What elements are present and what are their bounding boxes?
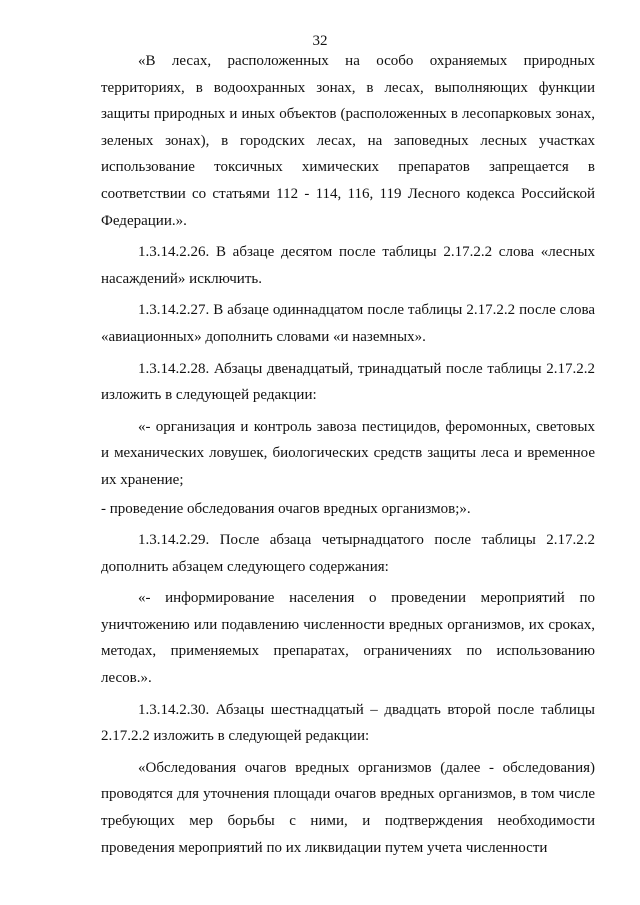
paragraph-item-29: 1.3.14.2.29. После абзаца четырнадцатого после таблицы 2.17.2.2 дополнить абзацем следующего содержания: [101,532,595,575]
paragraph-item-27: 1.3.14.2.27. В абзаце одиннадцатом после таблицы 2.17.2.2 после слова «авиационных» дополнить словами «и наземных». [101,302,595,345]
paragraph-item-28: 1.3.14.2.28. Абзацы двенадцатый, тринадцатый после таблицы 2.17.2.2 изложить в следующей редакции: [101,360,595,404]
paragraph-quote-forest-chemicals: «В лесах, расположенных на особо охраняемых природных территориях, в водоохранных зонах, в лесах, выполняющих функции защиты природных и иных объектов (расположенных в лесопарковых зонах, зеленых зонах), в городских лесах, на заповедных лесных участках использование токсичных химических препаратов запрещается в соответствии со статьями 112 - 114, 116, 119 Лесного кодекса Российской Федерации.». [101,53,595,229]
page-number: 32 [312,33,328,49]
paragraph-quote-informing: «- информирование населения о проведении мероприятий по уничтожению или подавлению численности вредных организмов, их сроках, методах, применяемых препаратах, ограничениях по использованию лесов.». [101,590,595,687]
paragraph-quote-surveys: «Обследования очагов вредных организмов (далее - обследования) проводятся для уточнения площади очагов вредных организмов, в том числе требующих мер борьбы с ними, и подтверждения необходимости проведения мероприятий по их ликвидации путем учета численности [101,759,595,856]
paragraph-quote-pesticides: «- организация и контроль завоза пестицидов, феромонных, световых и механических ловушек, биологических средств защиты леса и временное их хранение; [101,418,595,488]
paragraph-item-26: 1.3.14.2.26. В абзаце десятом после таблицы 2.17.2.2 слова «лесных насаждений» исключить. [101,244,595,287]
document-body [101,48,595,863]
paragraph-quote-inspection: - проведение обследования очагов вредных организмов;». [101,500,471,517]
paragraph-item-30: 1.3.14.2.30. Абзацы шестнадцатый – двадцать второй после таблицы 2.17.2.2 изложить в следующей редакции: [101,701,595,745]
